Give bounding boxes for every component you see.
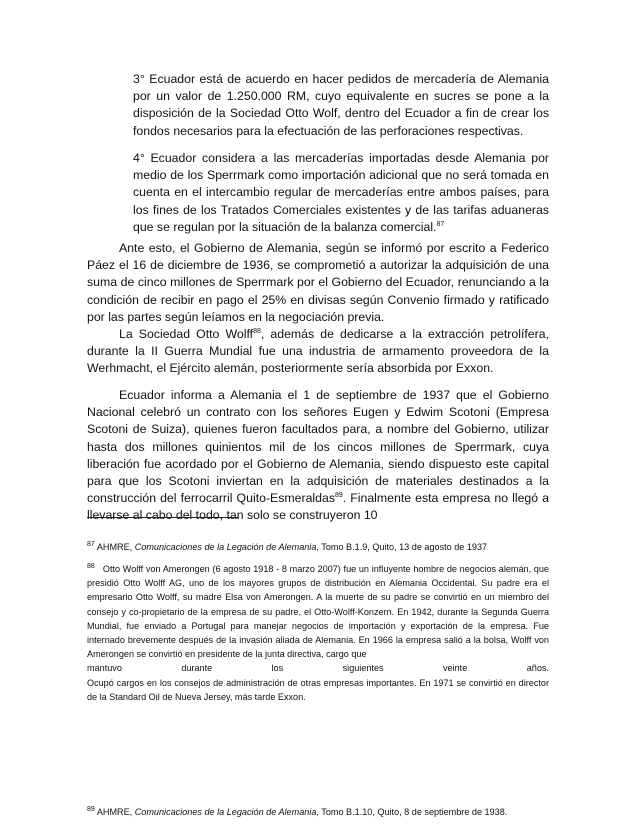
footnote-88: $^{88}$ Otto Wolff von Amerongen (6 agosto 1918 - 8 marzo 2007) fue un influyente hombre de negocios alemán, que presidió Otto Wolff AG, uno de los mayores grupos de distribución en Alemania Occidental. Su padre era el empresario Otto Wolff, su madre Elsa von Amerongen. A la muerte de su padre se convirtió en un miembro del consejo y co-propietario de la empresa de su padre, el Otto-Wolff-Konzern. En 1942, durante la Segunda Guerra Mundial, fue enviado a Portugal para manejar negocios de importación y exportación de la empresa. Fue internado brevemente después de la invasión aliada de Alemania. En 1966 la empresa salió a la bolsa, Wolff von Amerongen se convirtió en presidente de la junta directiva, cargo que mantuvo durante los siguientes veinte años. Ocupó cargos en los consejos de administración de otras empresas importantes. En 1971 se convirtió en director de la Standard Oil de Nueva Jersey, más tarde Exxon.: [87, 562, 549, 702]
footnote-separator: [87, 517, 239, 518]
paragraph-scotoni: Ecuador informa a Alemania el 1 de septiembre de 1937 que el Gobierno Nacional celebró un contrato con los señores Eugen y Edwim Scotoni (Empresa Scotoni de Suiza), quienes fueron facultados para, a nombre del Gobierno, utilizar hasta dos millones quinientos mil de los cincos millones de Sperrmark, cuya liberación fue acordado por el Gobierno de Alemania, siendo dispuesto este capital para que los Scotoni inviertan en la adquisición de materiales destinados a la construcción del ferrocarril Quito-Esmeraldas$^{89}$. Finalmente esta empresa no llegó a llevarse al cabo del todo, tan solo se construyeron 10: [87, 388, 549, 523]
list-item-4: 4° Ecuador considera a las mercaderías importadas desde Alemania por medio de los Sperrmark como importación adicional que no será tomada en cuenta en el intercambio regular de mercaderías entre ambos países, para los fines de los Tratados Comerciales existentes y de las tarifas aduaneras que se regulan por la situación de la balanza comercial.$^{87}$: [133, 151, 549, 234]
footnote-ref-89: 89: [334, 492, 343, 500]
footnote-88-justified-line: mantuvo durante los siguientes veinte años.: [87, 663, 549, 674]
footnote-ref-87: 87: [436, 220, 445, 228]
footnote-89: $^{89}$ AHMRE, Comunicaciones de la Legación de Alemania, Tomo B.1.10, Quito, 8 de septiembre de 1938.: [87, 805, 508, 817]
paragraph-gobierno-alemania: Ante esto, el Gobierno de Alemania, según se informó por escrito a Federico Páez el 16 de diciembre de 1936, se comprometió a autorizar la adquisición de una suma de cinco millones de Sperrmark por el Gobierno del Ecuador, renunciando a la condición de recibir en pago el 25% en divisas según Convenio firmado y ratificado por las partes según leíamos en la negociación previa.: [87, 241, 549, 324]
paragraph-otto-wolff: La Sociedad Otto Wolff$^{88}$, además de dedicarse a la extracción petrolífera, durante la II Guerra Mundial fue una industria de armamento proveedora de la Werhmacht, el Ejército alemán, posteriormente sería absorbida por Exxon.: [87, 327, 549, 376]
footnote-87: $^{87}$ AHMRE, Comunicaciones de la Legación de Alemania, Tomo B.1.9, Quito, 13 de agosto de 1937: [87, 540, 488, 552]
footnote-ref-88: 88: [253, 327, 261, 335]
list-item-3: 3° Ecuador está de acuerdo en hacer pedidos de mercadería de Alemania por un valor de 1.250.000 RM, cuyo equivalente en sucres se pone a la disposición de la Sociedad Otto Wolf, dentro del Ecuador a fin de crear los fondos necesarios para la efectuación de las perforaciones respectivas.: [133, 72, 549, 138]
